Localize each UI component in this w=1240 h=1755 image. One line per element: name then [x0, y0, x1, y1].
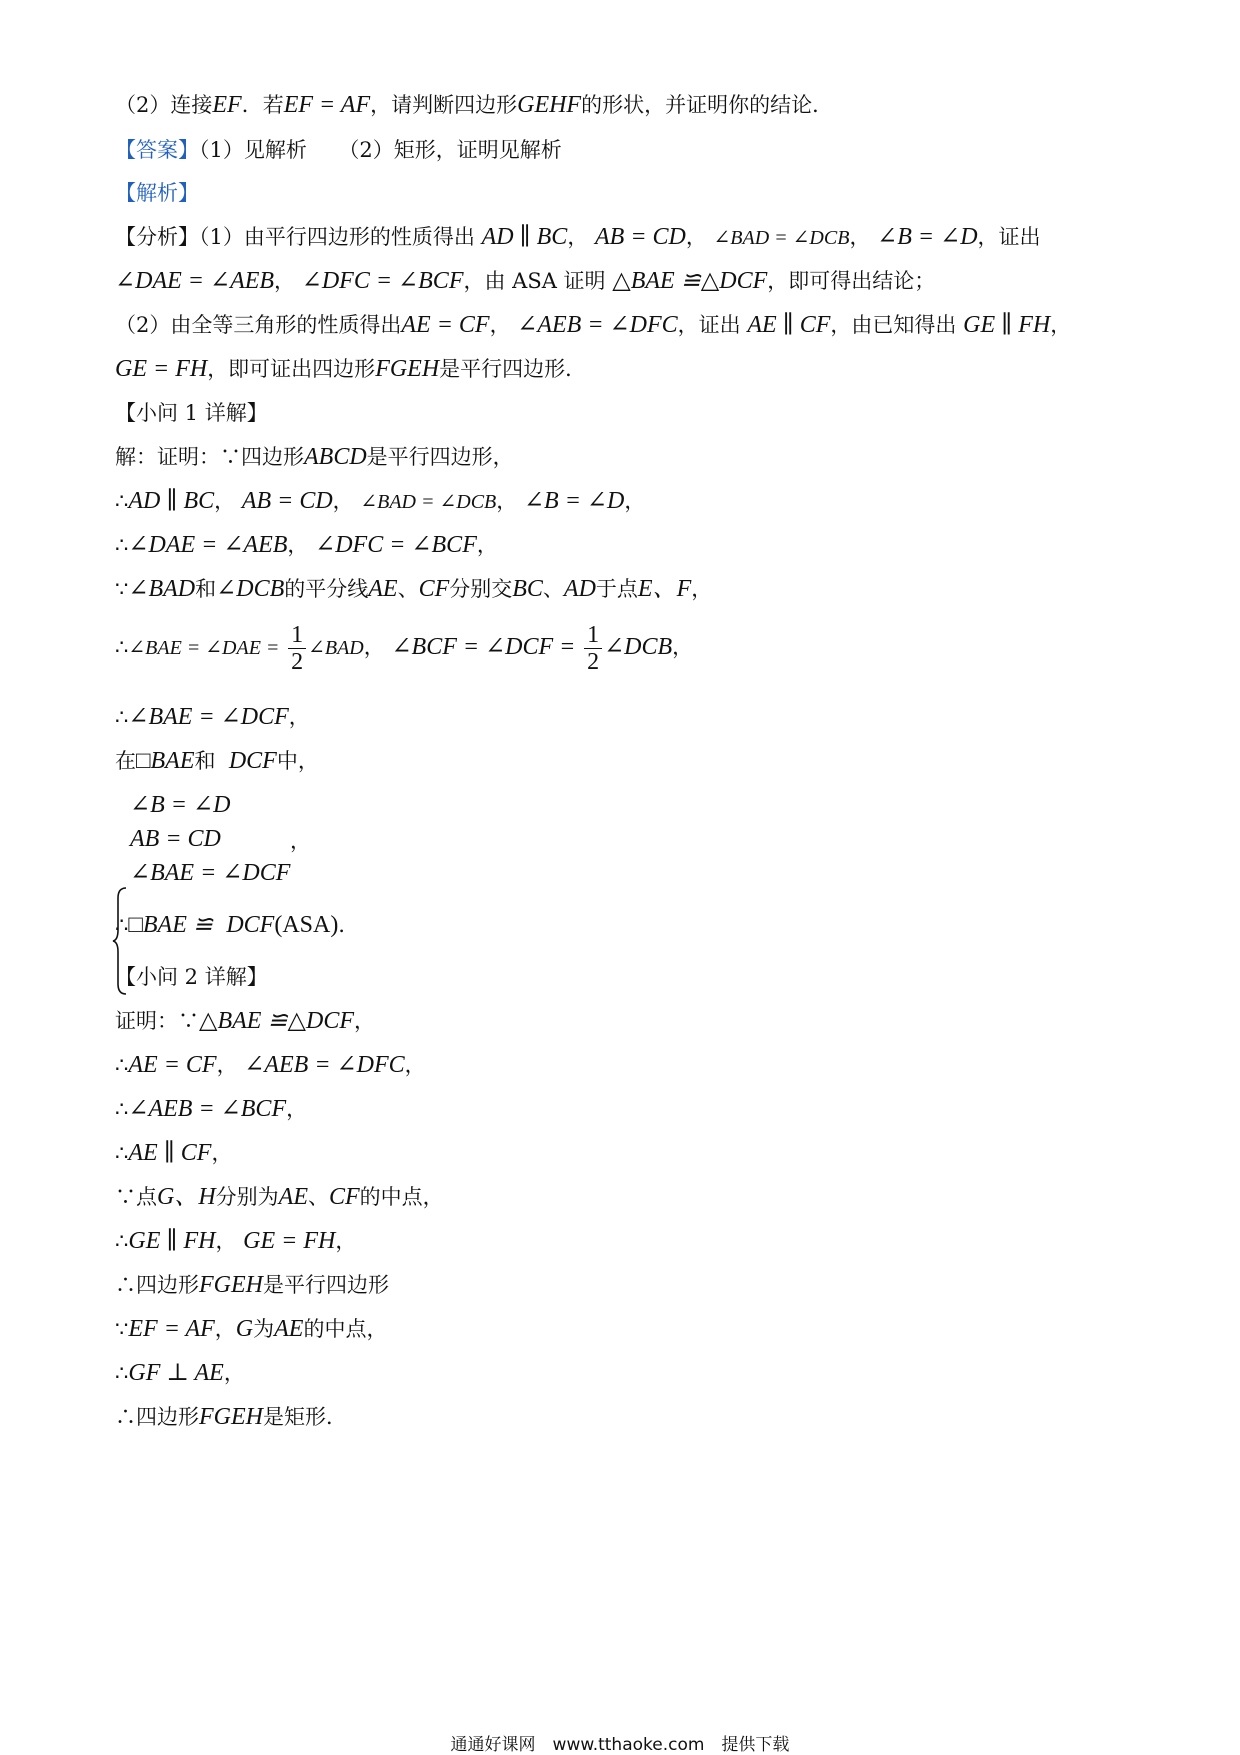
analysis-line-4: GE = FH，即可证出四边形FGEH是平行四边形． [115, 356, 587, 382]
s6-line: ∴∠BAE = ∠DCF， [115, 704, 310, 730]
p4-line: ∴AE ∥ CF， [115, 1140, 233, 1166]
p3-line: ∴∠AEB = ∠BCF， [115, 1096, 308, 1122]
sub1-label: 【小问 1 详解】 [115, 401, 268, 425]
p1-line: 证明：∵△BAE ≌△DCF， [115, 1008, 376, 1034]
analysis-line-1: 【分析】（1）由平行四边形的性质得出 AD ∥ BC， AB = CD， ∠BAD = ∠DCB， ∠B = ∠D，证出 [115, 224, 1041, 250]
sub2-label: 【小问 2 详解】 [115, 965, 268, 989]
s4-line: ∵∠BAD和∠DCB的平分线AE、CF分别交BC、AD于点E、F， [115, 576, 713, 602]
system-row-1: ∠B = ∠D [130, 792, 231, 818]
analysis-line-2: ∠DAE = ∠AEB， ∠DFC = ∠BCF，由 ASA 证明 △BAE ≌△DCF，即可得出结论； [115, 268, 936, 294]
s7-line: 在□BAE和 DCF中， [115, 748, 319, 774]
system-row-2: AB = CD [130, 826, 221, 852]
s5-line: ∴∠BAE = ∠DAE = $\frac{1}{2}$ ∠BAD， ∠BCF = ∠DCF = $\frac{1}{2}$ ∠DCB， [115, 622, 694, 675]
fraction-half-1: $\frac{1}{2}$ [288, 622, 306, 675]
answer-line: 【答案】（1）见解析 （2）矩形，证明见解析 [115, 138, 562, 162]
fraction-half-2: $\frac{1}{2}$ [584, 622, 602, 675]
p7-line: ∴四边形FGEH是平行四边形 [115, 1272, 389, 1298]
system-row-3: ∠BAE = ∠DCF [130, 860, 291, 886]
p10-line: ∴四边形FGEH是矩形． [115, 1404, 347, 1430]
s3-line: ∴∠DAE = ∠AEB， ∠DFC = ∠BCF， [115, 532, 498, 558]
s1-line: 解：证明：∵四边形ABCD是平行四边形， [115, 444, 514, 470]
p9-line: ∴GF ⊥ AE， [115, 1360, 245, 1386]
jiexi-label: 【解析】 [115, 181, 199, 205]
answer-label: 【答案】 [115, 138, 199, 162]
s8-line: ∴□BAE ≌ DCF(ASA)． [115, 912, 360, 938]
p2-line: ∴AE = CF， ∠AEB = ∠DFC， [115, 1052, 426, 1078]
footer-watermark: 通通好课网 www.tthaoke.com 提供下载 [450, 1735, 790, 1755]
s2-line: ∴AD ∥ BC， AB = CD， ∠BAD = ∠DCB， ∠B = ∠D， [115, 488, 646, 514]
p5-line: ∵点G、H分别为AE、CF的中点， [115, 1184, 444, 1210]
p6-line: ∴GE ∥ FH， GE = FH， [115, 1228, 357, 1254]
question-2-line: （2）连接EF．若EF = AF，请判断四边形GEHF的形状，并证明你的结论． [115, 92, 834, 118]
p8-line: ∵EF = AF，G为AE的中点， [115, 1316, 388, 1342]
analysis-line-3: （2）由全等三角形的性质得出AE = CF， ∠AEB = ∠DFC，证出 AE ∥ CF，由已知得出 GE ∥ FH， [115, 312, 1072, 338]
system-comma: ， [290, 829, 311, 853]
